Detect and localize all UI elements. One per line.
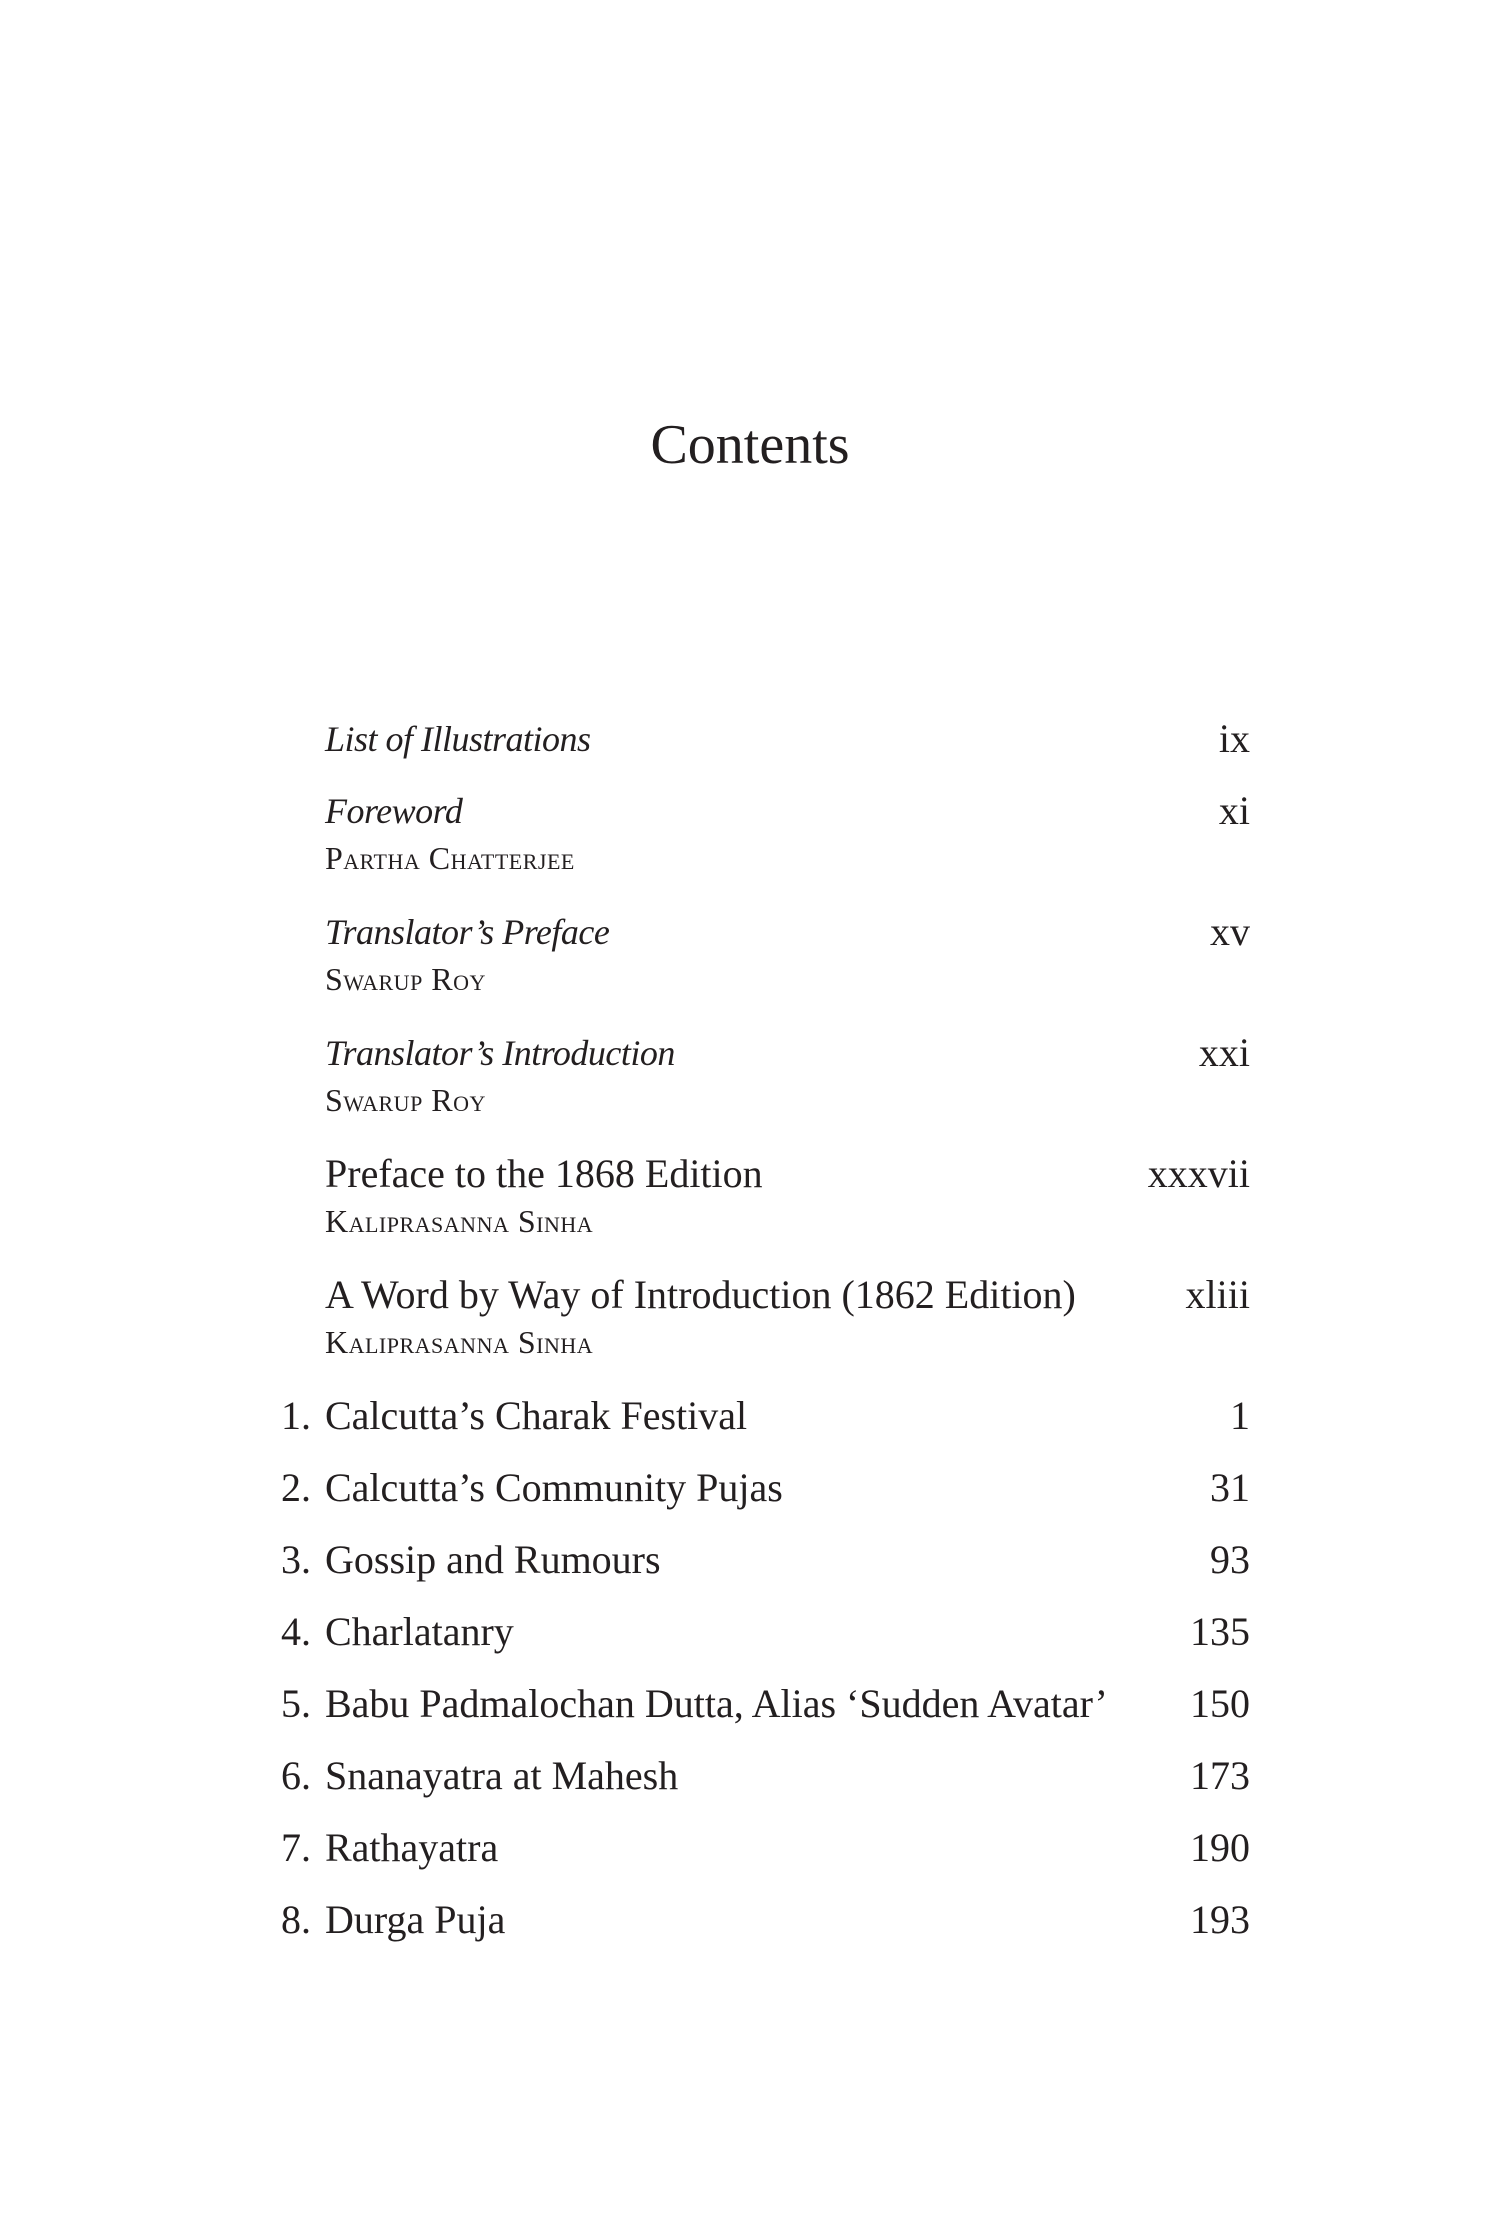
entry-author: Swarup Roy xyxy=(325,961,486,997)
entry-title: A Word by Way of Introduction (1862 Edition) xyxy=(325,1272,1076,1317)
chapter-number: 6. xyxy=(281,1753,311,1798)
entry-page: xxi xyxy=(1198,1030,1250,1075)
chapter-title: Babu Padmalochan Dutta, Alias ‘Sudden Avatar’ xyxy=(325,1681,1108,1726)
entry-page: ix xyxy=(1218,716,1250,761)
chapter-number: 1. xyxy=(281,1393,311,1438)
entry-page: xxxvii xyxy=(1147,1151,1250,1196)
chapter-title: Calcutta’s Charak Festival xyxy=(325,1393,748,1438)
entry-author: Kaliprasanna Sinha xyxy=(325,1203,594,1239)
chapter-page: 150 xyxy=(1190,1681,1250,1726)
entry-title: List of Illustrations xyxy=(325,719,591,759)
chapter-number: 2. xyxy=(281,1465,311,1510)
entry-author: Partha Chatterjee xyxy=(325,840,575,876)
entry-page: xi xyxy=(1218,788,1250,833)
chapter-number: 4. xyxy=(281,1609,311,1654)
chapter-page: 193 xyxy=(1190,1897,1250,1942)
chapter-number: 7. xyxy=(281,1825,311,1870)
chapter-page: 93 xyxy=(1210,1537,1250,1582)
chapter-number: 5. xyxy=(281,1681,311,1726)
chapter-title: Charlatanry xyxy=(325,1609,514,1654)
chapter-title: Gossip and Rumours xyxy=(325,1537,661,1582)
chapter-page: 190 xyxy=(1190,1825,1250,1870)
entry-author: Kaliprasanna Sinha xyxy=(325,1324,594,1360)
chapter-page: 173 xyxy=(1190,1753,1250,1798)
chapter-title: Snanayatra at Mahesh xyxy=(325,1753,679,1798)
chapter-title: Calcutta’s Community Pujas xyxy=(325,1465,783,1510)
chapter-page: 1 xyxy=(1230,1393,1250,1438)
chapter-number: 3. xyxy=(281,1537,311,1582)
entry-page: xliii xyxy=(1185,1272,1250,1317)
chapter-title: Rathayatra xyxy=(325,1825,499,1870)
entry-author: Swarup Roy xyxy=(325,1082,486,1118)
entry-page: xv xyxy=(1210,909,1250,954)
entry-title: Translator’s Introduction xyxy=(325,1033,675,1073)
page-title: Contents xyxy=(650,414,850,476)
entry-title: Preface to the 1868 Edition xyxy=(325,1151,763,1196)
chapter-number: 8. xyxy=(281,1897,311,1942)
chapter-title: Durga Puja xyxy=(325,1897,506,1942)
entry-title: Translator’s Preface xyxy=(325,912,610,952)
entry-title: Foreword xyxy=(325,791,463,831)
chapter-page: 31 xyxy=(1210,1465,1250,1510)
chapter-page: 135 xyxy=(1190,1609,1250,1654)
